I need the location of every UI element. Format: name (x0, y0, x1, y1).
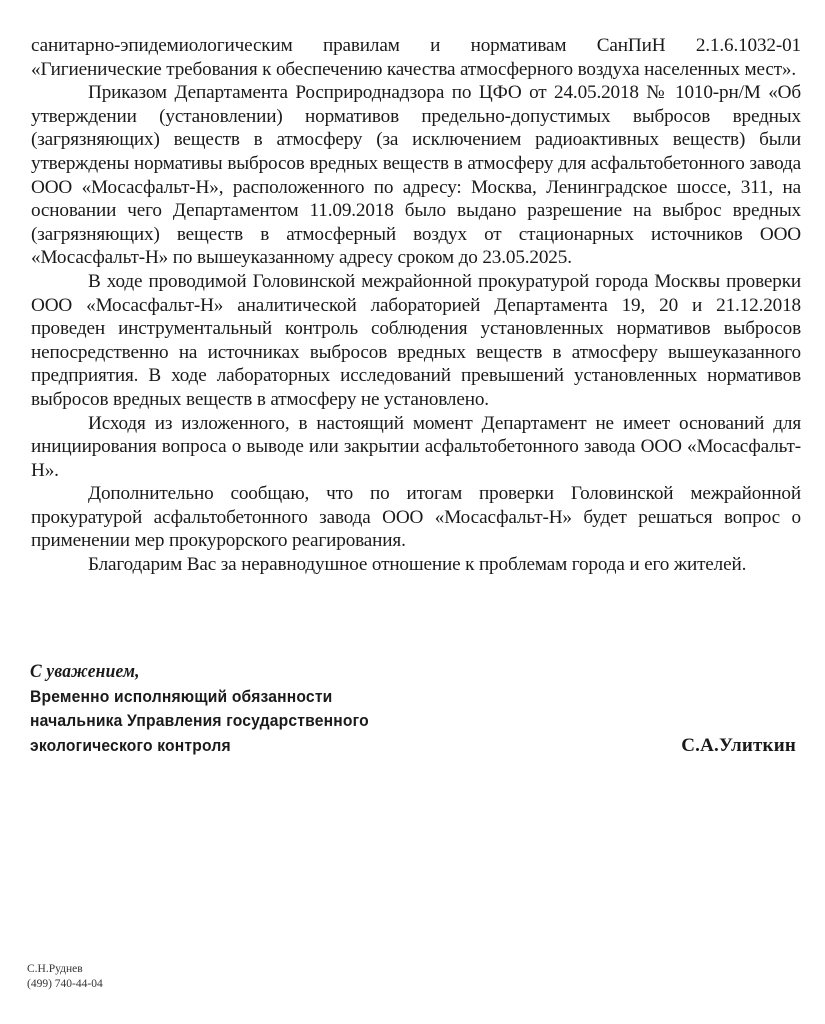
paragraph-sanpin-reference: санитарно-эпидемиологическим правилам и нормативам СанПиН 2.1.6.1032-01 «Гигиенические требования к обеспечению качества атмосферного воздуха населенных мест». (31, 35, 801, 80)
signer-title-row-2 (30, 709, 802, 734)
executor-name: С.Н.Руднев (27, 963, 83, 975)
signer-title-line-2: начальника Управления государственного (30, 711, 369, 730)
signer-title-row-1 (30, 685, 802, 710)
paragraph-inspection-results: В ходе проводимой Головинской межрайонной прокуратурой города Москвы проверки ООО «Мосасфальт-Н» аналитической лабораторией Департамента 19, 20 и 21.12.2018 проведен инструментальный контроль соблюдения установленных нормативов выбросов непосредственно на источниках выбросов вредных веществ в атмосферу вышеуказанного предприятия. В ходе лабораторных исследований превышений установленных нормативов выбросов вредных веществ в атмосферу не установлено. (31, 270, 801, 410)
closing-row (30, 660, 802, 685)
signer-title-row-3 (30, 734, 802, 759)
letter-page (31, 34, 801, 577)
closing-phrase: С уважением, (30, 661, 140, 682)
letter-body (31, 34, 801, 577)
executor-phone: (499) 740-44-04 (27, 978, 103, 990)
signer-name: С.А.Улиткин (681, 734, 796, 756)
signature-block (30, 660, 802, 758)
paragraph-prosecutor-response: Дополнительно сообщаю, что по итогам проверки Головинской межрайонной прокуратурой асфальтобетонного завода ООО «Мосасфальт-Н» будет решаться вопрос о применении мер прокурорского реагирования. (31, 483, 801, 552)
signer-title-line-1: Временно исполняющий обязанности (30, 686, 333, 706)
paragraph-conclusion: Исходя из изложенного, в настоящий момент Департамент не имеет оснований для инициирования вопроса о выводе или закрытии асфальтобетонного завода ООО «Мосасфальт-Н». (31, 412, 801, 481)
signer-title-line-3: экологического контроля (30, 735, 231, 755)
paragraph-thanks: Благодарим Вас за неравнодушное отношение к проблемам города и его жителей. (88, 554, 747, 576)
paragraph-emission-permit: Приказом Департамента Росприроднадзора по ЦФО от 24.05.2018 № 1010-рн/М «Об утверждении (установлении) нормативов предельно-допустимых выбросов вредных (загрязняющих) веществ в атмосферу (за исключением радиоактивных веществ) были утверждены нормативы выбросов вредных веществ в атмосферу для асфальтобетонного завода ООО «Мосасфальт-Н», расположенного по адресу: Москва, Ленинградское шоссе, 311, на основании чего Департаментом 11.09.2018 было выдано разрешение на выброс вредных (загрязняющих) веществ в атмосферный воздух от стационарных источников ООО «Мосасфальт-Н» по вышеуказанному адресу сроком до 23.05.2025. (31, 82, 801, 269)
executor-info (27, 962, 103, 992)
